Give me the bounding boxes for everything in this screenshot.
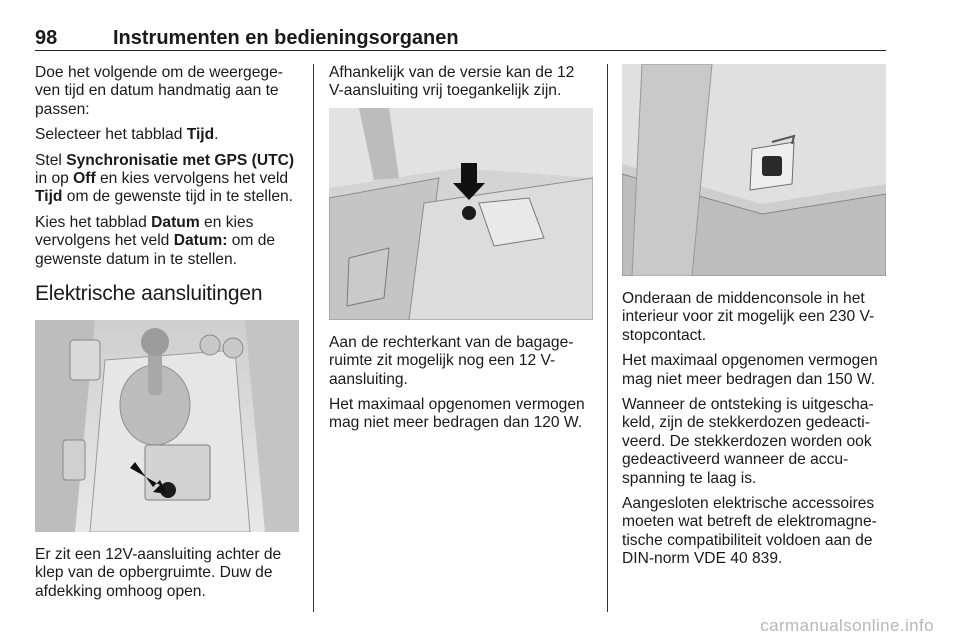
step-select-time-tab: Selecteer het tabblad Tijd.	[35, 126, 219, 144]
page-header	[35, 26, 886, 51]
step-set-gps-sync: Stel Synchronisatie met GPS (UTC) in op Off en kies vervolgens het veld Tijd om de gewenste tijd in te stellen.	[35, 151, 295, 206]
column-right	[622, 64, 886, 576]
column-left	[35, 64, 300, 608]
230v-socket-paragraph: Onderaan de middenconsole in het interieur voor zit mogelijk een 230 V-stopcontact.	[622, 290, 875, 344]
figure-caption: Er zit een 12V-aansluiting achter de klep van de opbergruimte. Duw de afdekking omhoog open.	[35, 546, 282, 600]
power-limit-paragraph: Het maximaal opgenomen vermogen mag niet meer bedragen dan 150 W.	[622, 352, 878, 388]
column-divider	[607, 64, 608, 612]
figure-caption: Aan de rechterkant van de bagage-ruimte zit mogelijk nog een 12 V-aansluiting.	[329, 333, 574, 388]
intro-paragraph: Afhankelijk van de versie kan de 12 V-aansluiting vrij toegankelijk zijn.	[329, 64, 575, 100]
column-middle	[329, 64, 593, 440]
page-title: Instrumenten en bedieningsorganen	[113, 27, 459, 49]
power-limit-paragraph: Het maximaal opgenomen vermogen mag niet meer bedragen dan 120 W.	[329, 396, 585, 432]
luggage-compartment-socket-illustration	[329, 108, 593, 320]
section-heading: Elektrische aansluitingen	[35, 282, 263, 306]
column-divider	[313, 64, 314, 612]
center-console-socket-illustration	[35, 320, 299, 532]
ignition-off-paragraph: Wanneer de ontsteking is uitgescha-keld, zijn de stekkerdozen gedeacti-veerd. De stekkerdozen worden ook gedeactiveerd wanneer de accu-spanning te laag is.	[622, 396, 874, 487]
intro-paragraph: Doe het volgende om de weergege-ven tijd en datum handmatig aan te passen:	[35, 64, 283, 118]
emc-paragraph: Aangesloten elektrische accessoires moeten wat betreft de elektromagne-tische compatibiliteit voldoen aan de DIN-norm VDE 40 839.	[622, 495, 877, 568]
watermark: carmanualsonline.info	[760, 616, 934, 635]
step-select-date-tab: Kies het tabblad Datum en kies vervolgens het veld Datum: om de gewenste datum in te stellen.	[35, 213, 276, 268]
page-number: 98	[35, 27, 58, 49]
230v-socket-illustration	[622, 64, 886, 276]
